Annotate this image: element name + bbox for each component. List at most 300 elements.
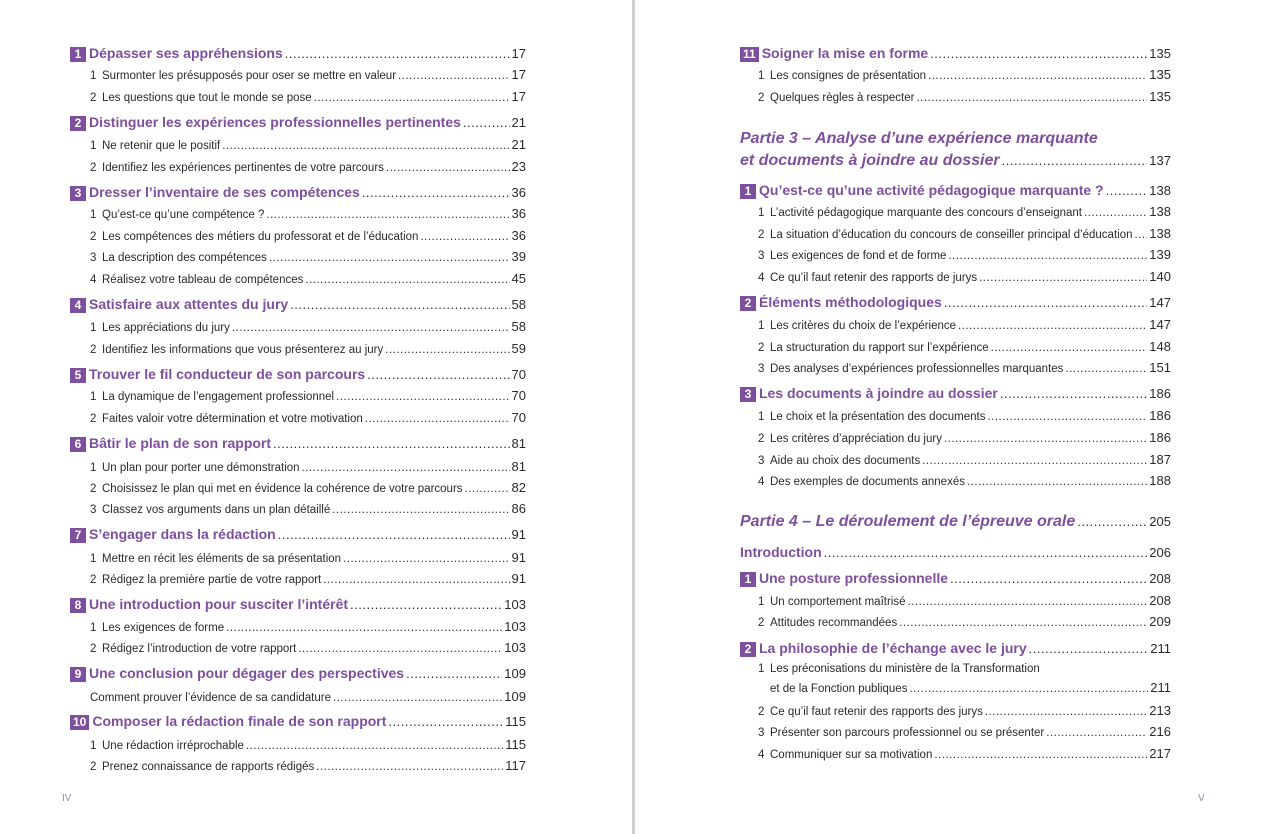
dot-leader (333, 692, 502, 704)
dot-leader (1029, 641, 1149, 656)
dot-leader (298, 643, 502, 655)
dot-leader (278, 527, 510, 542)
section-title: Les compétences des métiers du professorat et de l’éducation (102, 231, 419, 243)
page-number: 140 (1149, 269, 1171, 284)
page-number: 103 (504, 640, 526, 655)
dot-leader (922, 455, 1147, 467)
section-title: Rédigez l’introduction de votre rapport (102, 643, 297, 655)
toc-section[interactable] (770, 680, 1171, 695)
page-number: 135 (1149, 67, 1171, 82)
section-number: 1 (90, 553, 97, 565)
chapter-number: 8 (70, 598, 86, 613)
page-number: 36 (511, 228, 526, 243)
toc-section[interactable] (90, 137, 526, 152)
section-title: Présenter son parcours professionnel ou se présenter (770, 727, 1045, 739)
section-title: Les préconisations du ministère de la Transformation (770, 663, 1040, 675)
toc-section[interactable] (90, 67, 526, 82)
toc-chapter[interactable] (740, 385, 1171, 402)
toc-chapter[interactable] (70, 184, 526, 201)
section-number: 2 (90, 162, 97, 174)
page-number: 36 (511, 185, 526, 200)
section-number: 2 (90, 483, 97, 495)
toc-part[interactable] (740, 152, 1171, 170)
toc-section[interactable] (90, 341, 526, 356)
dot-leader (420, 231, 509, 243)
toc-part[interactable] (740, 513, 1171, 531)
section-title: Les questions que tout le monde se pose (102, 92, 312, 104)
section-number: 2 (758, 92, 765, 104)
section-number: 2 (90, 413, 97, 425)
introduction-title: Introduction (740, 544, 822, 560)
section-number: 3 (758, 727, 765, 739)
page-number: 70 (511, 410, 526, 425)
toc-chapter[interactable] (740, 182, 1171, 199)
section-title: Quelques règles à respecter (770, 92, 915, 104)
section-title: Les appréciations du jury (102, 322, 230, 334)
dot-leader (930, 46, 1147, 61)
toc-chapter[interactable] (70, 435, 526, 452)
chapter-number: 1 (740, 572, 756, 587)
section-title: Communiquer sur sa motivation (770, 749, 933, 761)
page-number: 39 (511, 249, 526, 264)
page-number: 135 (1149, 89, 1171, 104)
page-number: 115 (505, 737, 526, 752)
chapter-title: Satisfaire aux attentes du jury (89, 296, 289, 312)
section-number: 2 (90, 344, 97, 356)
toc-section[interactable] (90, 501, 526, 516)
section-title: Une rédaction irréprochable (102, 740, 244, 752)
dot-leader (950, 571, 1147, 586)
dot-leader (314, 92, 510, 104)
page-number: 151 (1149, 360, 1171, 375)
toc-chapter[interactable] (740, 640, 1171, 657)
toc-chapter[interactable] (70, 296, 526, 313)
part-title: Partie 4 – Le déroulement de l’épreuve orale (740, 513, 1076, 530)
toc-section[interactable] (90, 89, 526, 104)
toc-chapter[interactable] (70, 45, 526, 62)
dot-leader (398, 70, 509, 82)
page-number: 208 (1149, 593, 1171, 608)
toc-section[interactable] (90, 388, 526, 403)
chapter-title: Soigner la mise en forme (761, 45, 929, 61)
toc-section[interactable] (90, 249, 526, 264)
dot-leader (362, 185, 510, 200)
page-number: 17 (511, 46, 526, 61)
toc-introduction[interactable] (740, 544, 1171, 560)
section-title-continued: et de la Fonction publiques (770, 683, 908, 695)
section-title: Choisissez le plan qui met en évidence la cohérence de votre parcours (102, 483, 463, 495)
section-title: Identifiez les expériences pertinentes de votre parcours (102, 162, 384, 174)
toc-chapter[interactable] (70, 526, 526, 543)
section-title: La description des compétences (102, 252, 267, 264)
page-number: 187 (1149, 452, 1171, 467)
toc-section[interactable] (758, 226, 1171, 241)
section-number: 2 (90, 761, 97, 773)
dot-leader (987, 411, 1147, 423)
page-number: 81 (511, 436, 526, 451)
chapter-title: Une introduction pour susciter l’intérêt (89, 596, 349, 612)
section-title: Ce qu’il faut retenir des rapports de jurys (770, 272, 978, 284)
section-title: Qu’est-ce qu’une compétence ? (102, 209, 265, 221)
toc-section[interactable] (758, 746, 1171, 761)
section-number: 1 (758, 207, 765, 219)
section-title: Un comportement maîtrisé (770, 596, 906, 608)
section-number: 1 (758, 70, 765, 82)
section-number: 1 (758, 663, 765, 675)
section-title: Les exigences de forme (102, 622, 225, 634)
chapter-number: 3 (740, 387, 756, 402)
chapter-number: 9 (70, 667, 86, 682)
toc-chapter[interactable] (70, 114, 526, 131)
section-title: Les critères du choix de l’expérience (770, 320, 957, 332)
dot-leader (385, 344, 509, 356)
dot-leader (916, 92, 1147, 104)
dot-leader (1046, 727, 1147, 739)
section-title: Attitudes recommandées (770, 617, 898, 629)
chapter-title: Une conclusion pour dégager des perspectives (89, 665, 405, 681)
dot-leader (323, 574, 509, 586)
chapter-number: 1 (740, 184, 756, 199)
dot-leader (246, 740, 503, 752)
section-title: Identifiez les informations que vous présenterez au jury (102, 344, 384, 356)
folio: IV (62, 793, 72, 804)
toc-section[interactable] (758, 452, 1171, 467)
dot-leader (406, 666, 502, 681)
section-number: 4 (758, 476, 765, 488)
toc-section[interactable] (758, 703, 1171, 718)
section-number: 1 (758, 596, 765, 608)
dot-leader (365, 413, 510, 425)
chapter-title: S’engager dans la rédaction (89, 526, 276, 542)
section-title: Les critères d’appréciation du jury (770, 433, 942, 445)
toc-chapter[interactable] (70, 665, 526, 682)
toc-chapter[interactable] (70, 366, 526, 383)
toc-section[interactable] (758, 430, 1171, 445)
dot-leader (1065, 363, 1147, 375)
dot-leader (285, 46, 510, 61)
toc-section[interactable] (758, 360, 1171, 375)
section-title: Faites valoir votre détermination et votre motivation (102, 413, 363, 425)
page-number: 147 (1149, 317, 1171, 332)
page-number: 109 (504, 666, 526, 681)
toc-section[interactable] (758, 247, 1171, 262)
toc-section[interactable] (758, 269, 1171, 284)
section-number: 4 (758, 272, 765, 284)
section-number: 1 (90, 740, 97, 752)
chapter-title: Dépasser ses appréhensions (89, 45, 283, 61)
toc-chapter[interactable] (740, 294, 1171, 311)
page-number: 17 (511, 89, 526, 104)
chapter-title: La philosophie de l’échange avec le jury (759, 640, 1027, 656)
section-number: 2 (90, 231, 97, 243)
toc-section[interactable] (758, 408, 1171, 423)
section-number: 4 (90, 274, 97, 286)
page-number: 70 (511, 388, 526, 403)
dot-leader (350, 597, 502, 612)
page-number: 45 (511, 271, 526, 286)
dot-leader (343, 553, 509, 565)
section-title: Aide au choix des documents (770, 455, 921, 467)
page-number: 138 (1149, 204, 1171, 219)
toc-section[interactable] (90, 619, 526, 634)
toc-chapter[interactable] (70, 713, 526, 730)
page-number: 91 (511, 527, 526, 542)
section-title: La structuration du rapport sur l’expérience (770, 342, 989, 354)
dot-leader (1002, 153, 1148, 168)
chapter-number: 2 (70, 116, 86, 131)
page-number: 109 (504, 689, 526, 704)
section-title: Réalisez votre tableau de compétences (102, 274, 304, 286)
dot-leader (824, 545, 1148, 560)
page-number: 91 (511, 550, 526, 565)
section-title: Un plan pour porter une démonstration (102, 462, 300, 474)
toc-section[interactable] (758, 724, 1171, 739)
dot-leader (991, 342, 1148, 354)
toc-section[interactable] (90, 271, 526, 286)
chapter-title: Éléments méthodologiques (759, 294, 942, 310)
dot-leader (465, 483, 510, 495)
dot-leader (336, 391, 509, 403)
toc-chapter[interactable] (70, 596, 526, 613)
chapter-number: 5 (70, 368, 86, 383)
page-number: 36 (511, 206, 526, 221)
section-number: 2 (90, 574, 97, 586)
page-number: 58 (511, 319, 526, 334)
toc-chapter[interactable] (740, 570, 1171, 587)
chapter-title: Les documents à joindre au dossier (759, 385, 998, 401)
chapter-number: 4 (70, 298, 86, 313)
toc-section[interactable] (90, 689, 526, 704)
section-number: 2 (758, 617, 765, 629)
section-title: Ce qu’il faut retenir des rapports des jurys (770, 706, 983, 718)
dot-leader (928, 70, 1147, 82)
page-number: 21 (511, 137, 526, 152)
page-number: 213 (1149, 703, 1171, 718)
dot-leader (316, 761, 503, 773)
toc-section[interactable] (90, 206, 526, 221)
dot-leader (273, 436, 510, 451)
chapter-title: Bâtir le plan de son rapport (89, 435, 272, 451)
dot-leader (944, 433, 1147, 445)
section-title: La situation d’éducation du concours de conseiller principal d’éducation (770, 229, 1133, 241)
toc-section[interactable] (90, 228, 526, 243)
dot-leader (232, 322, 510, 334)
toc-section[interactable] (758, 473, 1171, 488)
dot-leader (908, 596, 1148, 608)
section-number: 1 (90, 70, 97, 82)
page-number: 217 (1149, 746, 1171, 761)
section-title: Surmonter les présupposés pour oser se mettre en valeur (102, 70, 397, 82)
toc-section[interactable] (90, 550, 526, 565)
section-number: 1 (758, 320, 765, 332)
page-number: 82 (511, 480, 526, 495)
dot-leader (1135, 229, 1148, 241)
dot-leader (463, 115, 510, 130)
page-number: 208 (1149, 571, 1171, 586)
section-number: 1 (90, 391, 97, 403)
dot-leader (332, 504, 509, 516)
dot-leader (944, 295, 1147, 310)
page-number: 86 (511, 501, 526, 516)
dot-leader (269, 252, 510, 264)
page-number: 81 (511, 459, 526, 474)
section-number: 3 (90, 504, 97, 516)
section-title: La dynamique de l’engagement professionnel (102, 391, 335, 403)
dot-leader (958, 320, 1147, 332)
section-title: Ne retenir que le positif (102, 140, 221, 152)
toc-section[interactable] (90, 319, 526, 334)
section-number: 2 (758, 706, 765, 718)
page-number: 186 (1149, 408, 1171, 423)
chapter-title: Une posture professionnelle (759, 570, 949, 586)
page-number: 186 (1149, 430, 1171, 445)
chapter-number: 11 (740, 47, 759, 62)
page-number: 21 (511, 115, 526, 130)
page-number: 138 (1149, 183, 1171, 198)
section-title: Mettre en récit les éléments de sa présentation (102, 553, 342, 565)
page-number: 148 (1149, 339, 1171, 354)
toc-section[interactable] (758, 67, 1171, 82)
chapter-number: 7 (70, 528, 86, 543)
page-number: 216 (1149, 724, 1171, 739)
section-title: Classez vos arguments dans un plan détaillé (102, 504, 331, 516)
dot-leader (1077, 514, 1147, 529)
dot-leader (979, 272, 1147, 284)
page-number: 139 (1149, 247, 1171, 262)
page-number: 59 (511, 341, 526, 356)
toc-section[interactable] (758, 339, 1171, 354)
chapter-title: Distinguer les expériences professionnelles pertinentes (89, 114, 461, 130)
page-number: 188 (1149, 473, 1171, 488)
section-number: 3 (90, 252, 97, 264)
dot-leader (909, 683, 1148, 695)
section-number: 2 (758, 342, 765, 354)
dot-leader (386, 162, 510, 174)
section-title: Les exigences de fond et de forme (770, 250, 947, 262)
toc-section[interactable] (90, 758, 526, 773)
section-title: Les consignes de présentation (770, 70, 926, 82)
toc-section[interactable] (90, 571, 526, 586)
page-number: 91 (511, 571, 526, 586)
chapter-number: 10 (70, 715, 89, 730)
section-number: 1 (90, 622, 97, 634)
section-number: 3 (758, 455, 765, 467)
toc-section[interactable] (90, 480, 526, 495)
part-title: Partie 3 – Analyse d’une expérience marquante (740, 130, 1098, 147)
toc-section[interactable] (758, 614, 1171, 629)
page-number: 23 (511, 159, 526, 174)
chapter-number: 3 (70, 186, 86, 201)
section-number: 1 (90, 462, 97, 474)
dot-leader (302, 462, 510, 474)
page-number: 138 (1149, 226, 1171, 241)
dot-leader (948, 250, 1147, 262)
page-number: 205 (1149, 514, 1171, 529)
toc-section[interactable] (90, 410, 526, 425)
section-number: 1 (90, 322, 97, 334)
page-number: 103 (504, 619, 526, 634)
page-number: 137 (1149, 153, 1171, 168)
toc-section[interactable] (758, 204, 1171, 219)
dot-leader (1106, 183, 1148, 198)
toc-section[interactable] (758, 89, 1171, 104)
page-number: 206 (1149, 545, 1171, 560)
dot-leader (388, 714, 503, 729)
chapter-title: Qu’est-ce qu’une activité pédagogique marquante ? (759, 182, 1104, 198)
left-page (0, 0, 632, 834)
toc-section-first-line (758, 663, 1040, 675)
chapter-title: Dresser l’inventaire de ses compétences (89, 184, 360, 200)
page-number: 135 (1149, 46, 1171, 61)
page-number: 117 (505, 758, 526, 773)
section-title: Des exemples de documents annexés (770, 476, 965, 488)
dot-leader (934, 749, 1147, 761)
section-title: Rédigez la première partie de votre rapport (102, 574, 322, 586)
section-title: Prenez connaissance de rapports rédigés (102, 761, 315, 773)
dot-leader (967, 476, 1147, 488)
folio: V (1198, 793, 1205, 804)
dot-leader (899, 617, 1147, 629)
toc-section[interactable] (758, 593, 1171, 608)
toc-section[interactable] (90, 737, 526, 752)
dot-leader (226, 622, 502, 634)
page-number: 103 (504, 597, 526, 612)
section-title: Des analyses d’expériences professionnelles marquantes (770, 363, 1064, 375)
page-number: 70 (511, 367, 526, 382)
section-number: 2 (90, 643, 97, 655)
section-number: 2 (758, 433, 765, 445)
page-number: 17 (511, 67, 526, 82)
section-number: 2 (90, 92, 97, 104)
dot-leader (290, 297, 509, 312)
toc-section[interactable] (90, 159, 526, 174)
dot-leader (367, 367, 509, 382)
section-number: 1 (90, 140, 97, 152)
section-title: Le choix et la présentation des documents (770, 411, 986, 423)
dot-leader (985, 706, 1147, 718)
section-number: 4 (758, 749, 765, 761)
page-number: 211 (1150, 680, 1171, 695)
section-number: 1 (90, 209, 97, 221)
dot-leader (222, 140, 509, 152)
chapter-title: Composer la rédaction finale de son rapport (92, 713, 387, 729)
page-number: 186 (1149, 386, 1171, 401)
chapter-number: 2 (740, 296, 756, 311)
page-number: 147 (1149, 295, 1171, 310)
chapter-number: 1 (70, 47, 86, 62)
chapter-number: 2 (740, 642, 756, 657)
toc-section[interactable] (758, 317, 1171, 332)
dot-leader (1000, 386, 1147, 401)
section-number: 3 (758, 250, 765, 262)
part-title-continued: et documents à joindre au dossier (740, 152, 1000, 169)
page-number: 211 (1150, 641, 1171, 656)
page-number: 58 (511, 297, 526, 312)
chapter-number: 6 (70, 437, 86, 452)
section-title: L’activité pédagogique marquante des concours d’enseignant (770, 207, 1082, 219)
section-number: 3 (758, 363, 765, 375)
section-title: Comment prouver l’évidence de sa candidature (90, 692, 331, 704)
dot-leader (1084, 207, 1147, 219)
right-page (635, 0, 1267, 834)
section-number: 2 (758, 229, 765, 241)
toc-chapter[interactable] (740, 45, 1171, 62)
page-number: 209 (1149, 614, 1171, 629)
page-number: 115 (505, 714, 526, 729)
toc-section[interactable] (90, 640, 526, 655)
dot-leader (305, 274, 509, 286)
toc-section[interactable] (90, 459, 526, 474)
